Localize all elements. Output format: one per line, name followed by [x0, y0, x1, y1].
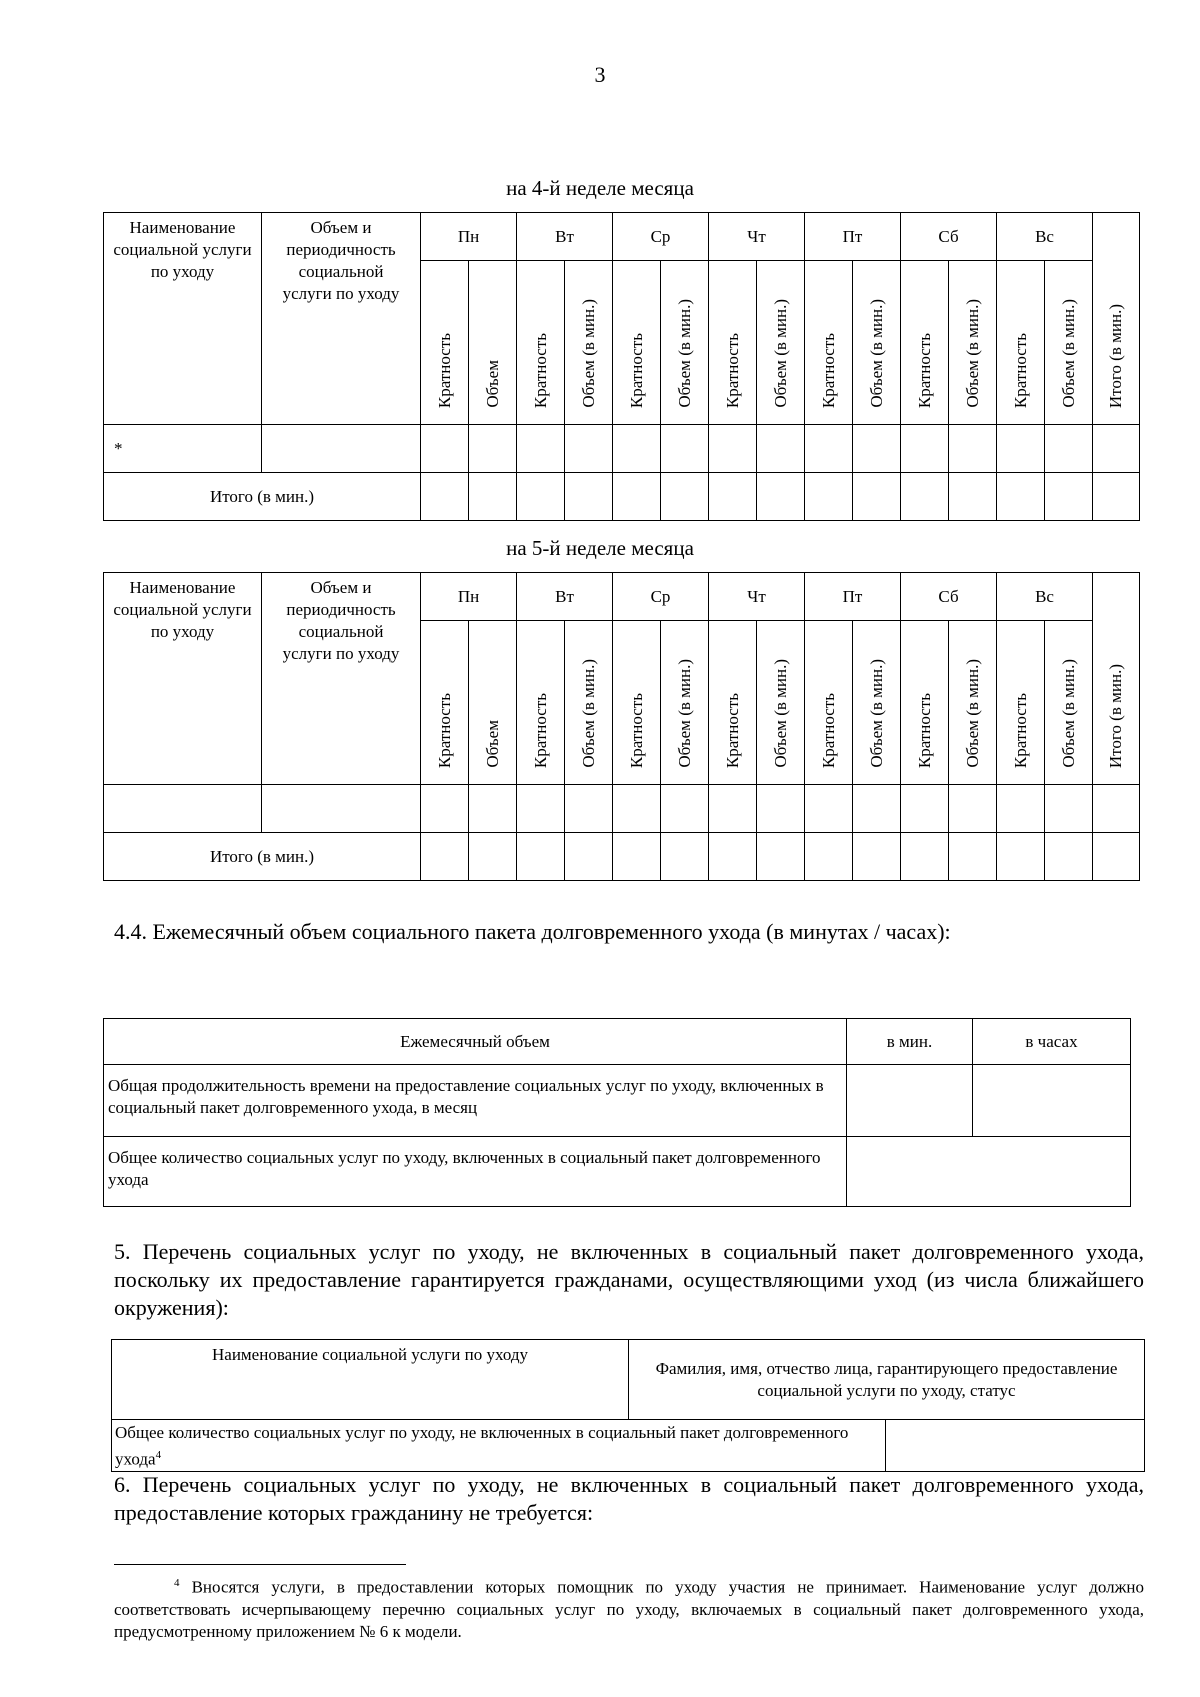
schedule-cell[interactable]: [517, 425, 565, 473]
day-header: Пт: [805, 573, 901, 621]
total-cell[interactable]: [1045, 473, 1093, 521]
service-row-name[interactable]: *: [104, 425, 262, 473]
schedule-cell[interactable]: [709, 785, 757, 833]
schedule-cell[interactable]: [997, 425, 1045, 473]
total-row-label: Итого (в мин.): [104, 833, 421, 881]
service-name-header: Наименование социальной услуги по уходу: [104, 213, 262, 425]
total-cell[interactable]: [565, 473, 613, 521]
volume-header: Объем (в мин.): [757, 621, 805, 785]
schedule-cell[interactable]: [565, 785, 613, 833]
multiplicity-header: Кратность: [805, 621, 853, 785]
schedule-cell[interactable]: [949, 425, 997, 473]
day-header: Сб: [901, 573, 997, 621]
schedule-cell[interactable]: [421, 425, 469, 473]
footnote-number: 4: [174, 1577, 180, 1589]
total-cell[interactable]: [805, 473, 853, 521]
section-4-4-heading: 4.4. Ежемесячный объем социального пакета долговременного ухода (в минутах / часах):: [114, 919, 951, 944]
service-name-header: Наименование социальной услуги по уходу: [112, 1340, 629, 1420]
day-header: Вс: [997, 213, 1093, 261]
multiplicity-header: Кратность: [421, 261, 469, 425]
multiplicity-header: Кратность: [613, 621, 661, 785]
page-number: 3: [594, 62, 606, 87]
hours-header: в часах: [973, 1019, 1131, 1065]
section-6-heading: 6. Перечень социальных услуг по уходу, не включенных в социальный пакет долговременного ухода, предоставление которых гражданину не требуется:: [114, 1472, 1144, 1525]
service-row-name[interactable]: [104, 785, 262, 833]
multiplicity-header: Кратность: [421, 621, 469, 785]
total-column-header: Итого (в мин.): [1093, 573, 1140, 785]
not-included-count-cell[interactable]: [886, 1420, 1145, 1472]
week4-schedule-table: [103, 212, 1140, 521]
schedule-cell[interactable]: [1093, 425, 1140, 473]
volume-header: Объем (в мин.): [853, 261, 901, 425]
week5-caption: на 5-й неделе месяца: [506, 536, 694, 560]
schedule-cell[interactable]: [613, 425, 661, 473]
day-header: Пт: [805, 213, 901, 261]
total-count-row-label: Общее количество социальных услуг по уходу, включенных в социальный пакет долговременного ухода: [104, 1137, 847, 1207]
day-header: Вт: [517, 573, 613, 621]
schedule-cell[interactable]: [805, 785, 853, 833]
total-cell[interactable]: [517, 833, 565, 881]
schedule-cell[interactable]: [901, 785, 949, 833]
day-header: Пн: [421, 213, 517, 261]
total-cell[interactable]: [469, 473, 517, 521]
minutes-header: в мин.: [847, 1019, 973, 1065]
total-cell[interactable]: [997, 833, 1045, 881]
day-header: Вс: [997, 573, 1093, 621]
multiplicity-header: Кратность: [517, 621, 565, 785]
total-cell[interactable]: [1045, 833, 1093, 881]
day-header: Вт: [517, 213, 613, 261]
not-included-count-label: Общее количество социальных услуг по уходу, не включенных в социальный пакет долговременного ухода$^4$: [112, 1420, 886, 1472]
day-header: Сб: [901, 213, 997, 261]
volume-header: Объем: [469, 261, 517, 425]
volume-header: Объем (в мин.): [949, 621, 997, 785]
volume-header: Объем (в мин.): [565, 621, 613, 785]
schedule-cell[interactable]: [517, 785, 565, 833]
schedule-cell[interactable]: [661, 425, 709, 473]
volume-header: Объем: [469, 621, 517, 785]
total-cell[interactable]: [709, 833, 757, 881]
total-cell[interactable]: [901, 833, 949, 881]
schedule-cell[interactable]: [949, 785, 997, 833]
total-duration-row-label: Общая продолжительность времени на предоставление социальных услуг по уходу, включенных в социальный пакет долговременного ухода, в месяц: [104, 1065, 847, 1137]
total-cell[interactable]: [565, 833, 613, 881]
volume-header: Объем (в мин.): [661, 261, 709, 425]
service-name-header: Наименование социальной услуги по уходу: [104, 573, 262, 785]
total-cell[interactable]: [805, 833, 853, 881]
total-cell[interactable]: [469, 833, 517, 881]
section-5-heading: 5. Перечень социальных услуг по уходу, не включенных в социальный пакет долговременного ухода, поскольку их предоставление гарантируется гражданами, осуществляющими уход (из числа ближайшего окружения):: [114, 1239, 1144, 1320]
total-cell[interactable]: [1093, 473, 1140, 521]
total-count-value-cell[interactable]: [847, 1137, 1131, 1207]
total-cell[interactable]: [949, 473, 997, 521]
footnote-ref: 4: [155, 1449, 162, 1461]
schedule-cell[interactable]: [901, 425, 949, 473]
volume-header: Объем (в мин.): [1045, 261, 1093, 425]
total-cell[interactable]: [757, 473, 805, 521]
day-header: Ср: [613, 573, 709, 621]
multiplicity-header: Кратность: [709, 621, 757, 785]
guarantor-header: Фамилия, имя, отчество лица, гарантирующего предоставление социальной услуги по уходу, статус: [629, 1340, 1145, 1420]
week4-caption: на 4-й неделе месяца: [506, 176, 694, 200]
schedule-cell[interactable]: [805, 425, 853, 473]
total-cell[interactable]: [853, 833, 901, 881]
total-cell[interactable]: [517, 473, 565, 521]
multiplicity-header: Кратность: [517, 261, 565, 425]
volume-header: Объем (в мин.): [757, 261, 805, 425]
total-cell[interactable]: [997, 473, 1045, 521]
schedule-cell[interactable]: [661, 785, 709, 833]
total-cell[interactable]: [853, 473, 901, 521]
total-duration-hours-cell[interactable]: [973, 1065, 1131, 1137]
day-header: Чт: [709, 213, 805, 261]
schedule-cell[interactable]: [1045, 785, 1093, 833]
footnote-separator: [114, 1564, 406, 1565]
total-cell[interactable]: [613, 833, 661, 881]
total-cell[interactable]: [421, 473, 469, 521]
schedule-cell[interactable]: [757, 785, 805, 833]
day-header: Пн: [421, 573, 517, 621]
multiplicity-header: Кратность: [901, 261, 949, 425]
day-header: Чт: [709, 573, 805, 621]
volume-header: Объем (в мин.): [661, 621, 709, 785]
volume-header: Объем (в мин.): [565, 261, 613, 425]
total-column-header: Итого (в мин.): [1093, 213, 1140, 425]
schedule-cell[interactable]: [421, 785, 469, 833]
multiplicity-header: Кратность: [805, 261, 853, 425]
monthly-volume-header: Ежемесячный объем: [104, 1019, 847, 1065]
schedule-cell[interactable]: [469, 425, 517, 473]
total-cell[interactable]: [757, 833, 805, 881]
schedule-cell[interactable]: [1093, 785, 1140, 833]
schedule-cell[interactable]: [613, 785, 661, 833]
caregivers-services-table: [111, 1339, 1145, 1472]
schedule-cell[interactable]: [853, 425, 901, 473]
schedule-cell[interactable]: [1045, 425, 1093, 473]
schedule-cell[interactable]: [709, 425, 757, 473]
volume-header: Объем (в мин.): [853, 621, 901, 785]
total-cell[interactable]: [949, 833, 997, 881]
multiplicity-header: Кратность: [901, 621, 949, 785]
total-cell[interactable]: [661, 473, 709, 521]
schedule-cell[interactable]: [757, 425, 805, 473]
total-cell[interactable]: [421, 833, 469, 881]
total-cell[interactable]: [709, 473, 757, 521]
multiplicity-header: Кратность: [709, 261, 757, 425]
multiplicity-header: Кратность: [613, 261, 661, 425]
total-cell[interactable]: [901, 473, 949, 521]
monthly-volume-table: [103, 1018, 1131, 1207]
schedule-cell[interactable]: [853, 785, 901, 833]
footnote-text: Вносятся услуги, в предоставлении которых помощник по уходу участия не принимает. Наименование услуг должно соответствовать исчерпывающему перечню социальных услуг по уходу, включаемых в социальный пакет долговременного ухода, предусмотренному приложением № 6 к модели.: [114, 1577, 1145, 1641]
total-duration-minutes-cell[interactable]: [847, 1065, 973, 1137]
total-row-label: Итого (в мин.): [104, 473, 421, 521]
footnote: [114, 1572, 1144, 1643]
volume-header: Объем (в мин.): [949, 261, 997, 425]
service-row-volume[interactable]: [262, 785, 421, 833]
volume-periodicity-header: Объем и периодичность социальной услуги по уходу: [262, 213, 421, 425]
schedule-cell[interactable]: [997, 785, 1045, 833]
multiplicity-header: Кратность: [997, 261, 1045, 425]
week5-schedule-table: [103, 572, 1140, 881]
multiplicity-header: Кратность: [997, 621, 1045, 785]
total-cell[interactable]: [613, 473, 661, 521]
day-header: Ср: [613, 213, 709, 261]
schedule-cell[interactable]: [565, 425, 613, 473]
volume-periodicity-header: Объем и периодичность социальной услуги по уходу: [262, 573, 421, 785]
service-row-volume[interactable]: [262, 425, 421, 473]
volume-header: Объем (в мин.): [1045, 621, 1093, 785]
total-cell[interactable]: [1093, 833, 1140, 881]
total-cell[interactable]: [661, 833, 709, 881]
schedule-cell[interactable]: [469, 785, 517, 833]
